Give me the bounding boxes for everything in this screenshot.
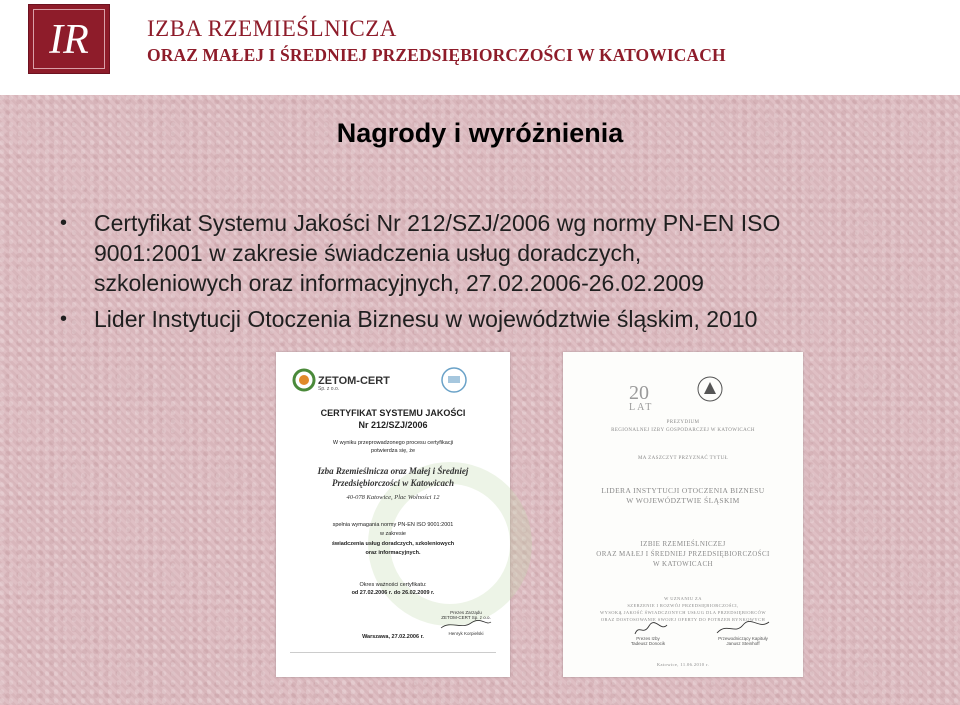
- anniversary-number: 20: [629, 382, 649, 404]
- logo-monogram-icon: [29, 5, 109, 73]
- award-reason: SZERZENIE I ROZWÓJ PRZEDSIĘBIORCZOŚCI,: [627, 603, 739, 608]
- certifier-brand-sub: Sp. z o.o.: [318, 386, 340, 392]
- organization-logo: [28, 4, 110, 74]
- award-recipient: W KATOWICACH: [653, 560, 713, 568]
- certificate-org-name: Izba Rzemieślnicza oraz Małej i Średniej: [317, 466, 469, 476]
- accreditation-mark-icon: [440, 366, 468, 394]
- bullet-list: [60, 208, 920, 340]
- list-item-line: 9001:2001 w zakresie świadczenia usług doradczych,: [94, 240, 642, 266]
- slide-title: Nagrody i wyróżnienia: [336, 118, 624, 148]
- list-item: [60, 208, 920, 298]
- signature-icon: [436, 620, 496, 630]
- award-recipient: ORAZ MAŁEJ I ŚREDNIEJ PRZEDSIĘBIORCZOŚCI: [596, 550, 770, 558]
- svg-text:IR: IR: [49, 17, 89, 63]
- certificate-intro: W wyniku przeprowadzonego procesu certyfikacji: [332, 440, 454, 446]
- award-date: Katowice, 11.06.2010 r.: [656, 662, 710, 667]
- award-signatory-left: Prezes Izby Tadeusz Donocik: [630, 636, 666, 646]
- anniversary-label: LAT: [629, 402, 654, 413]
- certificate-org-name: Przedsiębiorczości w Katowicach: [332, 478, 454, 488]
- certificate-scope: oraz informacyjnych.: [365, 550, 421, 556]
- certificate-address: 40-078 Katowice, Plac Wolności 12: [346, 494, 440, 501]
- award-diploma-image: [563, 352, 803, 677]
- certificate-validity: Okres ważności certyfikatu:: [359, 582, 427, 588]
- list-item-line: Certyfikat Systemu Jakości Nr 212/SZJ/2006 wg normy PN-EN ISO: [94, 210, 781, 236]
- certificate-title: CERTYFIKAT SYSTEMU JAKOŚCI: [320, 408, 466, 418]
- certificate-signatory: Prezes Zarządu ZETOM-CERT Sp. z o.o. Henryk Korpielski: [426, 610, 506, 636]
- award-reason: W UZNANIU ZA: [664, 596, 702, 601]
- award-intro: MA ZASZCZYT PRZYZNAĆ TYTUŁ: [637, 456, 729, 461]
- footer-divider: [290, 652, 496, 661]
- certificate-place-date: Warszawa, 27.02.2006 r.: [362, 634, 424, 640]
- header: [0, 0, 960, 95]
- certifier-brand: ZETOM-CERT: [318, 375, 390, 387]
- award-reason: ORAZ DOSTOSOWANIE SWOJEJ OFERTY DO POTRZEB RYNKOWYCH: [600, 617, 766, 622]
- zetom-logo-icon: [292, 368, 316, 392]
- quality-certificate-image: [276, 352, 510, 677]
- organization-subtitle: ORAZ MAŁEJ I ŚREDNIEJ PRZEDSIĘBIORCZOŚCI W KATOWICACH: [147, 45, 726, 65]
- list-item-line: Lider Instytucji Otoczenia Biznesu w województwie śląskim, 2010: [94, 306, 758, 332]
- award-recipient: IZBIE RZEMIEŚLNICZEJ: [640, 540, 726, 548]
- certificate-scope: świadczenia usług doradczych, szkoleniowych: [331, 541, 455, 547]
- certificate-number: Nr 212/SZJ/2006: [358, 420, 428, 430]
- award-chamber: REGIONALNEJ IZBY GOSPODARCZEJ W KATOWICACH: [611, 428, 755, 433]
- award-reason: WYSOKĄ JAKOŚĆ ŚWIADCZONYCH USŁUG DLA PRZEDSIĘBIORCÓW: [600, 610, 766, 615]
- certificate-requirement: w zakresie: [380, 531, 406, 537]
- award-presidium: PREZYDIUM: [666, 420, 700, 425]
- award-title: W WOJEWÓDZTWIE ŚLĄSKIM: [626, 496, 740, 505]
- certificate-intro: potwierdza się, że: [370, 448, 416, 454]
- organization-name: IZBA RZEMIEŚLNICZA: [147, 16, 397, 41]
- award-title: LIDERA INSTYTUCJI OTOCZENIA BIZNESU: [601, 486, 765, 495]
- bullet-icon: •: [60, 308, 68, 330]
- certificate-requirement: spełnia wymagania normy PN-EN ISO 9001:2001: [332, 522, 454, 528]
- bullet-icon: •: [60, 212, 68, 234]
- list-item: [60, 304, 920, 334]
- signature-icon: [631, 622, 671, 636]
- certificate-validity: od 27.02.2006 r. do 26.02.2009 r.: [351, 590, 435, 596]
- list-item-line: szkoleniowych oraz informacyjnych, 27.02.2006-26.02.2009: [94, 270, 704, 296]
- signature-icon: [713, 620, 773, 636]
- chamber-emblem-icon: [695, 374, 725, 404]
- award-signatory-right: Przewodniczący Kapituły Janusz Steinhoff: [718, 636, 768, 646]
